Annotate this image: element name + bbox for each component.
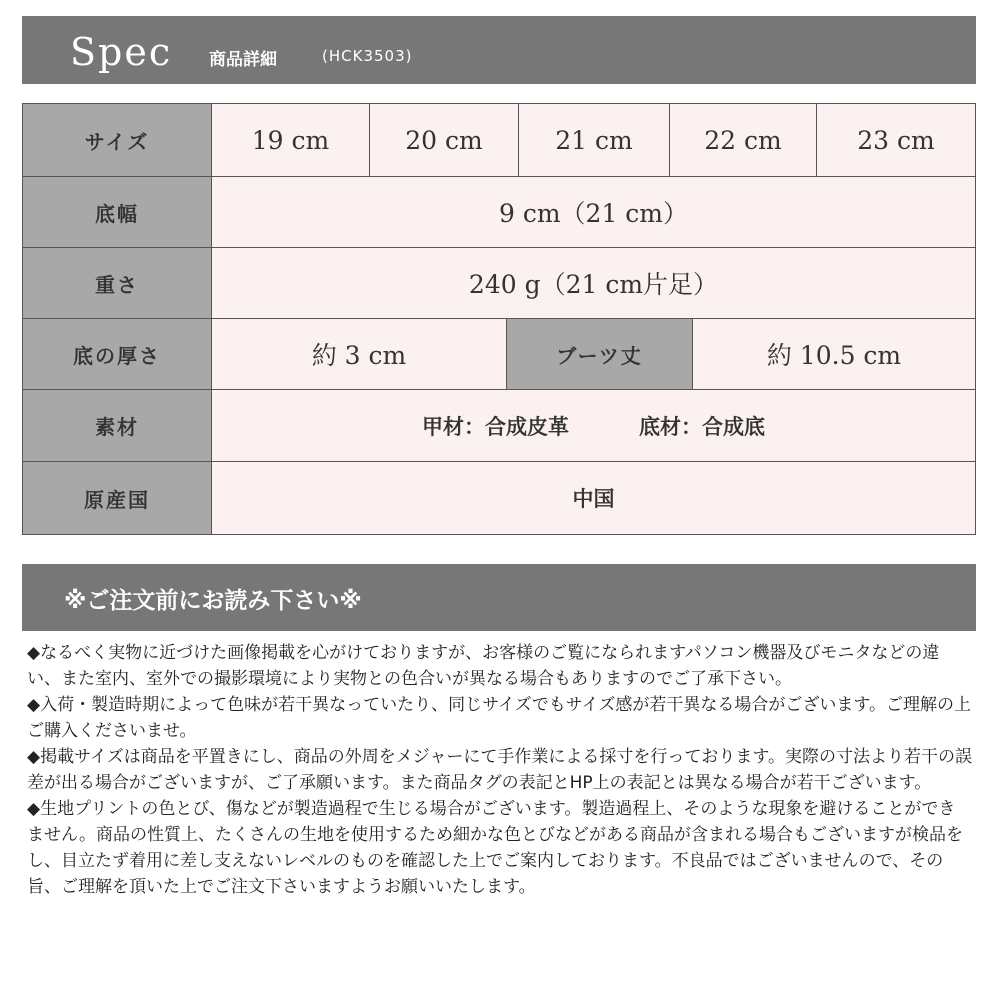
weight-value: 240 g（21 cm片足） [212, 248, 975, 319]
notice-header [22, 564, 976, 631]
material-value [212, 390, 975, 462]
thickness-value: 約 3 cm [212, 319, 507, 390]
upper-material: 甲材：合成皮革 [422, 414, 569, 439]
origin-value: 中国 [212, 462, 975, 534]
boot-height-label: ブーツ丈 [507, 319, 693, 390]
size-value: 19 cm [212, 104, 370, 177]
product-code: (HCK3503) [322, 47, 413, 65]
notice-body [27, 640, 972, 900]
spec-subtitle: 商品詳細 [209, 50, 277, 70]
size-value: 23 cm [817, 104, 975, 177]
spec-table [22, 103, 976, 535]
boot-height-value: 約 10.5 cm [693, 319, 975, 390]
notice-title: ※ご注文前にお読み下さい※ [64, 588, 362, 614]
size-value: 21 cm [519, 104, 670, 177]
size-label: サイズ [23, 104, 212, 177]
thickness-label: 底の厚さ [23, 319, 212, 390]
size-value: 20 cm [370, 104, 519, 177]
notice-paragraph: ◆なるべく実物に近づけた画像掲載を心がけておりますが、お客様のご覧になられますパソコン機器及びモニタなどの違い、また室内、室外での撮影環境により実物との色合いが異なる場合もありますのでご了承下さい。 [27, 643, 940, 689]
notice-paragraph: ◆掲載サイズは商品を平置きにし、商品の外周をメジャーにて手作業による採寸を行っております。実際の寸法より若干の誤差が出る場合がございますが、ご了承願います。また商品タグの表記とHP上の表記とは異なる場合が若干ございます。 [27, 747, 973, 793]
notice-paragraph: ◆生地プリントの色とび、傷などが製造過程で生じる場合がございます。製造過程上、そのような現象を避けることができません。商品の性質上、たくさんの生地を使用するため細かな色とびなどがある商品が含まれる場合もございますが検品をし、目立たず着用に差し支えないレベルのものを確認した上でご案内しております。不良品ではございませんので、その旨、ご理解を頂いた上でご注文下さいますようお願いいたします。 [27, 799, 964, 897]
notice-paragraph: ◆入荷・製造時期によって色味が若干異なっていたり、同じサイズでもサイズ感が若干異なる場合がございます。ご理解の上ご購入くださいませ。 [27, 695, 971, 741]
size-value: 22 cm [670, 104, 817, 177]
material-label: 素材 [23, 390, 212, 462]
spec-title: Spec [70, 30, 173, 74]
spec-header [22, 16, 976, 84]
origin-label: 原産国 [23, 462, 212, 534]
weight-label: 重さ [23, 248, 212, 319]
width-label: 底幅 [23, 177, 212, 248]
width-value: 9 cm（21 cm） [212, 177, 975, 248]
sole-material: 底材：合成底 [639, 414, 765, 439]
